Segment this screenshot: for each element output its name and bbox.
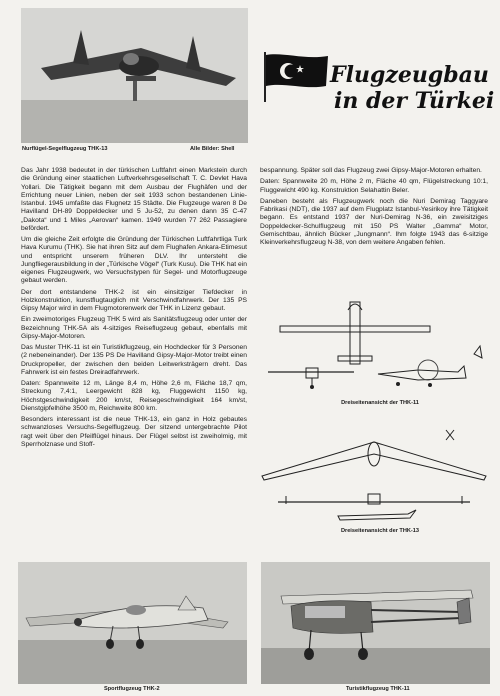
photo-credit: Alle Bilder: Shell (190, 146, 235, 152)
paragraph: Das Jahr 1938 bedeutet in der türkischen Luftfahrt einen Markstein durch die Gründung einer staatlichen Luftverkehrsgesellschaft T. C. Devlet Hava Yollari. Die Tätigkeit begann mit dem Ausbau der Flughäfen und der Errichtung neuer Linien, neben der seit 1933 schon bestandenen Linie-Istanbul. 1945 umfaßte das Flugnetz 15 Städte. Die Flugzeuge waren 8 De Havilland DH-89 Doppeldecker und 5 Ju-52, zu denen dann 35 C-47 „Dakota“ und 1 Miles „Aerovan“ kamen. 1949 wurden 77 262 Passagiere befördert. (21, 167, 247, 232)
paragraph: Ein zweimotoriges Flugzeug THK 5 wird als Sanitätsflugzeug oder unter der Bezeichnung THK-5A als 4-sitziges Reiseflugzeug gebaut, ebenfalls mit Gipsy-Major-Motoren. (21, 316, 247, 340)
turkish-flag-icon (264, 52, 330, 102)
thk11-photo (261, 562, 490, 684)
article-title (330, 62, 500, 114)
paragraph: Das Muster THK-11 ist ein Turistikflugzeug, ein Hochdecker für 3 Personen (2 nebeneinander). Der 135 PS De Havilland Gipsy-Major-Motor treibt einen Druckpropeller, der zwischen den beiden Leitwerksträgern dreht. Das Fahrwerk ist ein festes Dreiradfahrwerk. (21, 344, 247, 376)
top-photo-caption: Nurflügel-Segelflugzeug THK-13 (22, 146, 108, 152)
paragraph: Um die gleiche Zeit erfolgte die Gründung der Türkischen Luftfahrtliga Turk Hava Kurumu (THK). Sie hat ihren Sitz auf dem Flughafen Ankara-Etimesut und entspricht unserem früheren DLV. Ihr untersteht die Jungfliegerausbildung in der „Türkische Vögel“ (Turk Kusu). Die THK hat ein eigenes Flugzeugwerk, wo Versuchstypen für Segel- und Motorflugzeuge gebaut werden. (21, 236, 247, 285)
thk11-diagram-caption: Dreiseitenansicht der THK-11 (341, 400, 419, 406)
title-line-1: Flugzeugbau (330, 62, 489, 88)
paragraph: Der dort entstandene THK-2 ist ein einsitziger Tiefdecker in Holzkonstruktion, kunstflugtauglich mit Verschwindfahrwerk. Der 135 PS Gipsy Major wird in dem Flugmotorenwerk der THK in Lizenz gebaut. (21, 288, 247, 312)
thk13-three-view-diagram (258, 424, 490, 524)
thk13-glider-photo (21, 8, 248, 143)
paragraph: Daneben besteht als Flugzeugwerk noch die Nuri Demirag Taggyare Fabrikasi (NDT), die 1937 auf dem Flugplatz Istanbul-Yesirikoy ihre Tätigkeit begann. Es entstand 1937 der Nuri-Demirag N-36, ein zweisitziges Doppeldecker-Schulflugzeug mit 150 PS Walter „Gamma“ Motor, Gemischtbau, ähnlich Bücker „Jungmann“. Ihm folgte 1943 das 6-sitzige Kleinverkehrsflugzeug N-38, von dem weitere Angaben fehlen. (260, 197, 488, 246)
thk2-photo-caption: Sportflugzeug THK-2 (104, 686, 160, 692)
paragraph: Daten: Spannweite 20 m, Höhe 2 m, Fläche 40 qm, Flügelstreckung 10:1, Fluggewicht 490 kg. Konstruktion Selahattin Beler. (260, 178, 488, 194)
title-line-2: in der Türkei (334, 88, 495, 114)
thk13-diagram-caption: Dreiseitenansicht der THK-13 (340, 528, 420, 534)
thk11-three-view-diagram (258, 296, 490, 396)
left-text-column (21, 167, 247, 452)
thk11-photo-caption: Turistikflugzeug THK-11 (346, 686, 410, 692)
right-text-column (260, 167, 488, 250)
paragraph: Daten: Spannweite 12 m, Länge 8,4 m, Höhe 2,6 m, Fläche 18,7 qm, Streckung 7,4:1, Leergewicht 828 kg, Fluggewicht 1150 kg, Höchstgeschwindigkeit 200 km/st, Reisegeschwindigkeit 164 km/st, Dienstgipfelhöhe 3500 m, Reichweite 800 km. (21, 380, 247, 412)
paragraph: bespannung. Später soll das Flugzeug zwei Gipsy-Major-Motoren erhalten. (260, 167, 482, 174)
thk2-photo (18, 562, 247, 684)
paragraph: Besonders interessant ist die neue THK-13, ein ganz in Holz gebautes schwanzloses Versuchs-Segelflugzeug. Der sitzend untergebrachte Pilot ragt weit über den Pfeilflügel hinaus. Der Flügel selbst ist zweiholmig, mit Sperrholznase und Stoff- (21, 416, 247, 448)
